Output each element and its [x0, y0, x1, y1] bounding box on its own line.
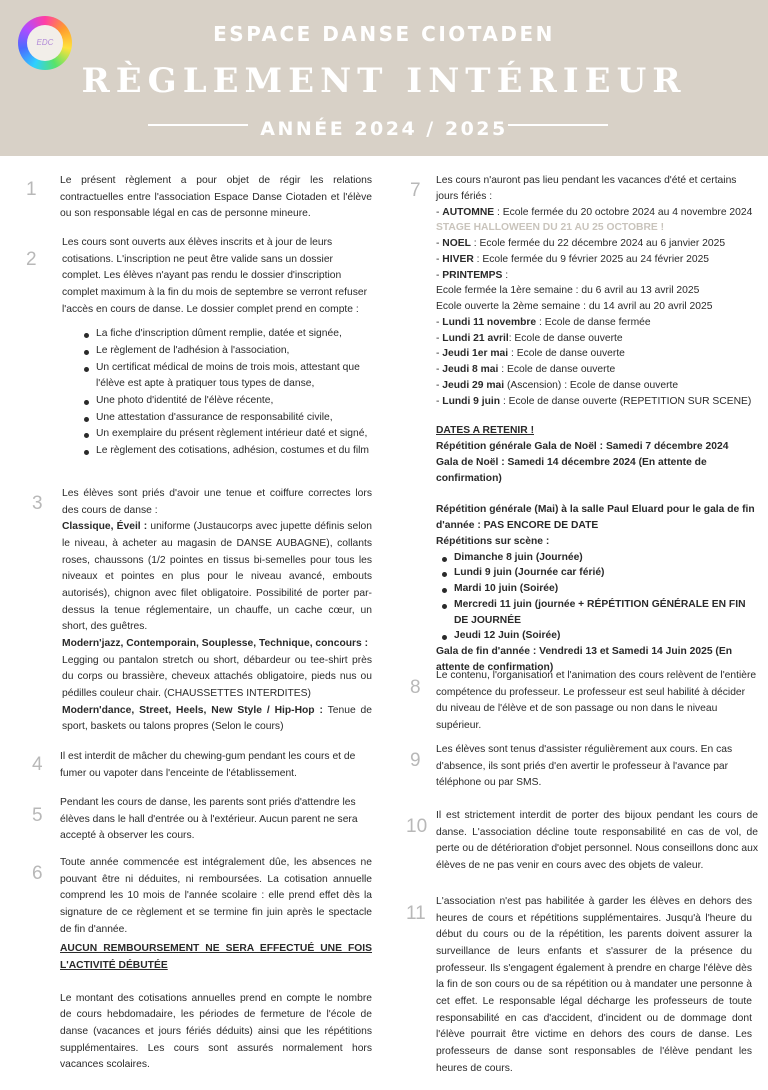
- modern-text: Legging ou pantalon stretch ou short, débardeur ou tee-shirt près du corps ou brassière, cheveux attachés obligatoire, pieds nus ou pédilles couleur chair. (CHAUSSETTES INTERDITES): [62, 654, 372, 700]
- section-7-intro: Les cours n'auront pas lieu pendant les vacances d'été et certains jours fériés :: [436, 175, 737, 202]
- section-11-text: L'association n'est pas habilitée à garder les élèves en dehors des heures de cours et répétitions supplémentaires. Jusqu'à l'heure du début du cours ou de la répétition, les parents doivent assurer la surveillance de leurs enfants et s'assurer de la présence du professeur. Ils s'engagent également à prendre en charge l'élève dès la fin de son cours ou de sa répétition ou à mandater une personne à cet effet. Le responsable légal décharge les professeurs de toute responsabilité en cas d'accident, d'incident ou de dommage dont l'élève pourrait être victime en dehors des cours de danse. Les professeurs de danse sont responsables de l'élève pendant les heures de cours.: [436, 896, 752, 1074]
- section-3-classique: [62, 519, 372, 636]
- section-4-text: Il est interdit de mâcher du chewing-gum pendant les cours et de fumer ou vapoter dans l'enceinte de l'établissement.: [60, 751, 356, 779]
- section-number-1: 1: [26, 179, 37, 200]
- section-1-text: Le présent règlement a pour objet de régir les relations contractuelles entre l'association Espace Danse Ciotaden et l'élève ou son responsable légal en cas de personne mineure.: [60, 175, 372, 220]
- list-item: Mercredi 11 juin (journée + RÉPÉTITION GÉNÉRALE EN FIN DE JOURNÉE: [436, 597, 758, 629]
- closure-line: - Jeudi 1er mai : Ecole de danse ouverte: [436, 348, 625, 360]
- section-number-5: 5: [32, 805, 43, 826]
- closure-line: - Lundi 21 avril: Ecole de danse ouverte: [436, 332, 623, 344]
- logo-text: EDC: [27, 25, 63, 61]
- closure-line: Ecole ouverte la 2ème semaine : du 14 avril au 20 avril 2025: [436, 301, 713, 312]
- divider-right: [508, 124, 608, 126]
- section-10-text: Il est strictement interdit de porter des bijoux pendant les cours de danse. L'association décline toute responsabilité en cas de vol, de perte ou de détérioration d'objet personnel. Nous conseillons donc aux élèves de ne pas venir en cours avec des objets de valeur.: [436, 810, 758, 872]
- gala-noel: Gala de Noël : Samedi 14 décembre 2024 (En attente de confirmation): [436, 456, 707, 484]
- rep-noel: Répétition générale Gala de Noël : Samedi 7 décembre 2024: [436, 441, 729, 452]
- section-6-text: Toute année commencée est intégralement dûe, les absences ne pouvant être ni déduites, ni remboursées. La cotisation annuelle comprend les 10 mois de l'année scolaire : elle prend effet dès la signature de ce règlement et se termine fin juin après le spectacle de fin d'année.: [60, 857, 372, 935]
- list-item: Un exemplaire du présent règlement intérieur daté et signé,: [82, 426, 372, 443]
- section-number-7: 7: [410, 180, 421, 201]
- closure-line: - PRINTEMPS :: [436, 269, 509, 281]
- school-name: ESPACE DANSE CIOTADEN: [213, 22, 555, 46]
- closure-line: - Lundi 11 novembre : Ecole de danse fermée: [436, 316, 651, 328]
- section-9-text: Les élèves sont tenus d'assister régulièrement aux cours. En cas d'absence, ils sont priés d'en avertir le professeur à l'avance par téléphone ou par SMS.: [436, 744, 733, 789]
- closure-line: - AUTOMNE : Ecole fermée du 20 octobre 2024 au 4 novembre 2024: [436, 206, 753, 218]
- closure-line: - NOEL : Ecole fermée du 22 décembre 2024 au 6 janvier 2025: [436, 238, 726, 249]
- section-3: [62, 486, 372, 736]
- halloween-stage: STAGE HALLOWEEN DU 21 AU 25 OCTOBRE !: [436, 222, 665, 234]
- closure-line: Ecole fermée la 1ère semaine : du 6 avril au 13 avril 2025: [436, 285, 700, 297]
- list-item: Le règlement des cotisations, adhésion, costumes et du film: [82, 443, 372, 460]
- list-item: Mardi 10 juin (Soirée): [436, 581, 758, 597]
- section-number-3: 3: [32, 493, 43, 514]
- list-item: Une photo d'identité de l'élève récente,: [82, 393, 372, 410]
- no-refund-warning: AUCUN REMBOURSEMENT NE SERA EFFECTUÉ UNE FOIS L'ACTIVITÉ DÉBUTÉE: [60, 943, 372, 972]
- section-number-4: 4: [32, 754, 43, 775]
- closure-line: - Jeudi 8 mai : Ecole de danse ouverte: [436, 364, 616, 375]
- section-6: [60, 855, 372, 1074]
- list-item: Jeudi 12 Juin (Soirée): [436, 628, 758, 644]
- section-3-intro: Les élèves sont priés d'avoir une tenue et coiffure correctes lors des cours de danse :: [62, 488, 372, 516]
- section-8-text: Le contenu, l'organisation et l'animation des cours relèvent de l'entière compétence du professeur. Le professeur est seul habilité à décider du niveau de l'élève et de son passage ou non dans le niveau supérieur.: [436, 670, 757, 732]
- section-5-text: Pendant les cours de danse, les parents sont priés d'attendre les élèves dans le hall d'entrée ou à l'extérieur. Aucun parent ne sera accepté à observer les cours.: [60, 797, 358, 842]
- closure-line: - Lundi 9 juin : Ecole de danse ouverte (REPETITION SUR SCENE): [436, 395, 752, 407]
- section-number-8: 8: [410, 677, 421, 698]
- section-number-10: 10: [406, 816, 428, 837]
- header-banner: [0, 0, 768, 156]
- closure-line: - Jeudi 29 mai (Ascension) : Ecole de danse ouverte: [436, 379, 679, 391]
- list-item: Dimanche 8 juin (Journée): [436, 550, 758, 566]
- section-7: [436, 173, 758, 676]
- section-2-list: [82, 326, 372, 459]
- gala-fin: Gala de fin d'année : Vendredi 13 et Samedi 14 Juin 2025 (En attente de confirmation): [436, 646, 733, 673]
- section-number-6: 6: [32, 863, 43, 884]
- section-6-text-2: Le montant des cotisations annuelles prend en compte le nombre de cours hebdomadaire, les périodes de fermeture de l'école de danse (vacances et jours fériés déduits) ainsi que les répétitions supplémentaires. Les cours sont assurés normalement hors vacances scolaires.: [60, 992, 372, 1071]
- list-item: Le règlement de l'adhésion à l'association,: [82, 343, 372, 360]
- classique-text: uniforme (Justaucorps avec jupette définis selon le niveau, à acheter au magasin de DANSE AUBAGNE), collants roses, chaussons (1/2 pointes en tissus bi-semelles pour tous les niveaux et pointes en plus pour le niveau avancé, embouts autorisés), chignon avec filet obligatoire. Possibilité de porter par-dessus la tenue réglementaire, un chauffe, un cache cœur, un short, des guêtres.: [62, 521, 372, 633]
- section-2: [62, 235, 372, 460]
- section-number-9: 9: [410, 750, 421, 771]
- section-number-2: 2: [26, 249, 37, 270]
- list-item: La fiche d'inscription dûment remplie, datée et signée,: [82, 326, 372, 343]
- rep-mai: Répétition générale (Mai) à la salle Paul Eluard pour le gala de fin d'année : PAS ENCORE DE DATE: [436, 504, 755, 531]
- closure-line: - HIVER : Ecole fermée du 9 février 2025 au 24 février 2025: [436, 253, 710, 265]
- rep-scene-list: [436, 550, 758, 645]
- modern-label: Modern'jazz, Contemporain, Souplesse, Technique, concours :: [62, 638, 369, 650]
- dates-title: DATES A RETENIR !: [436, 425, 535, 437]
- list-item: Un certificat médical de moins de trois mois, attestant que l'élève est apte à pratiquer tous types de danse,: [82, 360, 372, 393]
- list-item: Lundi 9 juin (Journée car férié): [436, 565, 758, 581]
- section-number-11: 11: [406, 903, 426, 924]
- list-item: Une attestation d'assurance de responsabilité civile,: [82, 410, 372, 427]
- page-title: RÈGLEMENT INTÉRIEUR: [81, 61, 687, 101]
- street-text: Tenue de sport, baskets ou talons propres (Selon le cours): [62, 704, 373, 733]
- classique-label: Classique, Éveil :: [62, 521, 148, 533]
- rep-scene-title: Répétitions sur scène :: [436, 535, 550, 547]
- year-label: ANNÉE 2024 / 2025: [260, 118, 508, 140]
- section-2-text: Les cours sont ouverts aux élèves inscrits et à jour de leurs cotisations. L'inscription ne peut être valide sans un dossier complet. Les élèves n'ayant pas rendu le dossier d'inscription complet maximum à la fin du mois de septembre se verront refuser l'accès en cours de danse. Le dossier complet prend en compte :: [62, 237, 368, 315]
- section-3-street: [62, 703, 372, 736]
- street-label: Modern'dance, Street, Heels, New Style / Hip-Hop :: [62, 704, 323, 716]
